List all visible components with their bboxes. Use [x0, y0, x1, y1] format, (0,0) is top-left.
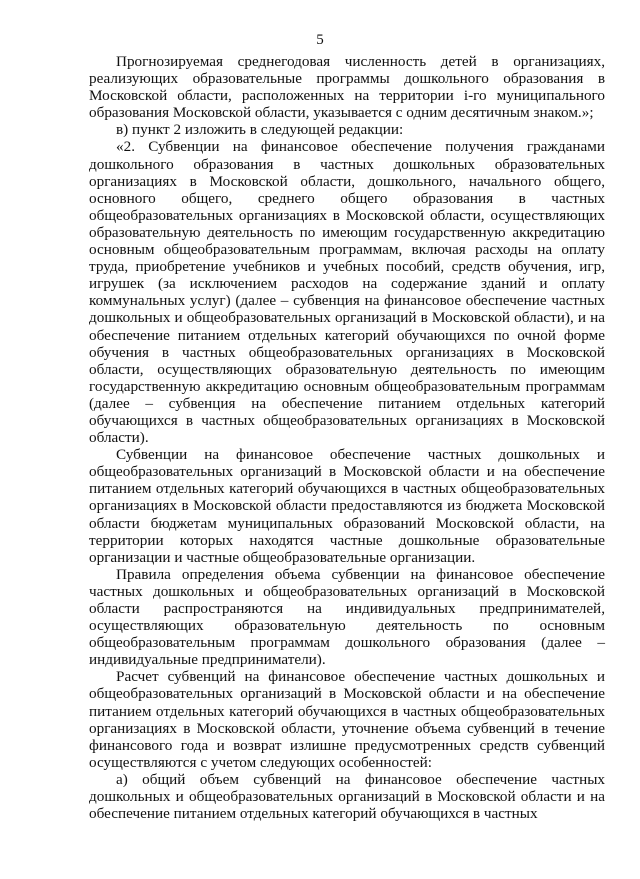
paragraph: Субвенции на финансовое обеспечение частных дошкольных и общеобразовательных организаций в Московской области и на обеспечение питанием отдельных категорий обучающихся в частных общеобразовательных организациях в Московской области предоставляются из бюджета Московской области бюджетам муниципальных образований Московской области, на территории которых находятся частные дошкольные образовательные организации и частные общеобразовательные организации. — [89, 446, 605, 566]
paragraph: а) общий объем субвенций на финансовое обеспечение частных дошкольных и общеобразовательных организаций в Московской области и на обеспечение питанием отдельных категорий обучающихся в частных — [89, 770, 605, 823]
paragraph: Правила определения объема субвенции на финансовое обеспечение частных дошкольных и общеобразовательных организаций в Московской области распространяются на индивидуальных предпринимателей, осуществляющих образовательную деятельность по основным общеобразовательным программам дошкольного образования (далее – индивидуальные предприниматели). — [89, 565, 605, 669]
paragraph: «2. Субвенции на финансовое обеспечение получения гражданами дошкольного образования в частных дошкольных образовательных организациях в Московской области, дошкольного, начального общего, основного общего, среднего общего образования в частных общеобразовательных организациях в Московской области, осуществляющих образовательную деятельность по имеющим государственную аккредитацию основным общеобразовательным программам, включая расходы на оплату труда, приобретение учебников и учебных пособий, средств обучения, игр, игрушек (за исключением расходов на содержание зданий и оплату коммунальных услуг) (далее – субвенция на финансовое обеспечение частных дошкольных и общеобразовательных организаций в Московской области), и на обеспечение питанием отдельных категорий обучающихся по очной форме обучения в частных общеобразовательных организациях в Московской области, осуществляющих образовательную деятельность по имеющим государственную аккредитацию основным общеобразовательным программам (далее – субвенция на обеспечение питанием отдельных категорий обучающихся в частных общеобразовательных организациях в Московской области). — [89, 138, 605, 447]
paragraph: в) пункт 2 изложить в следующей редакции: — [116, 121, 404, 139]
paragraph: Расчет субвенций на финансовое обеспечение частных дошкольных и общеобразовательных организаций в Московской области и на обеспечение питанием отдельных категорий обучающихся в частных общеобразовательных организациях в Московской области, уточнение объема субвенций в течение финансового года и возврат излишне предусмотренных средств субвенций осуществляются с учетом следующих особенностей: — [89, 668, 605, 771]
document-body — [89, 53, 605, 822]
page-number: 5 — [316, 32, 324, 48]
paragraph: Прогнозируемая среднегодовая численность детей в организациях, реализующих образовательные программы дошкольного образования в Московской области, расположенных на территории i-го муниципального образования Московской области, указывается с одним десятичным знаком.»; — [89, 53, 605, 122]
